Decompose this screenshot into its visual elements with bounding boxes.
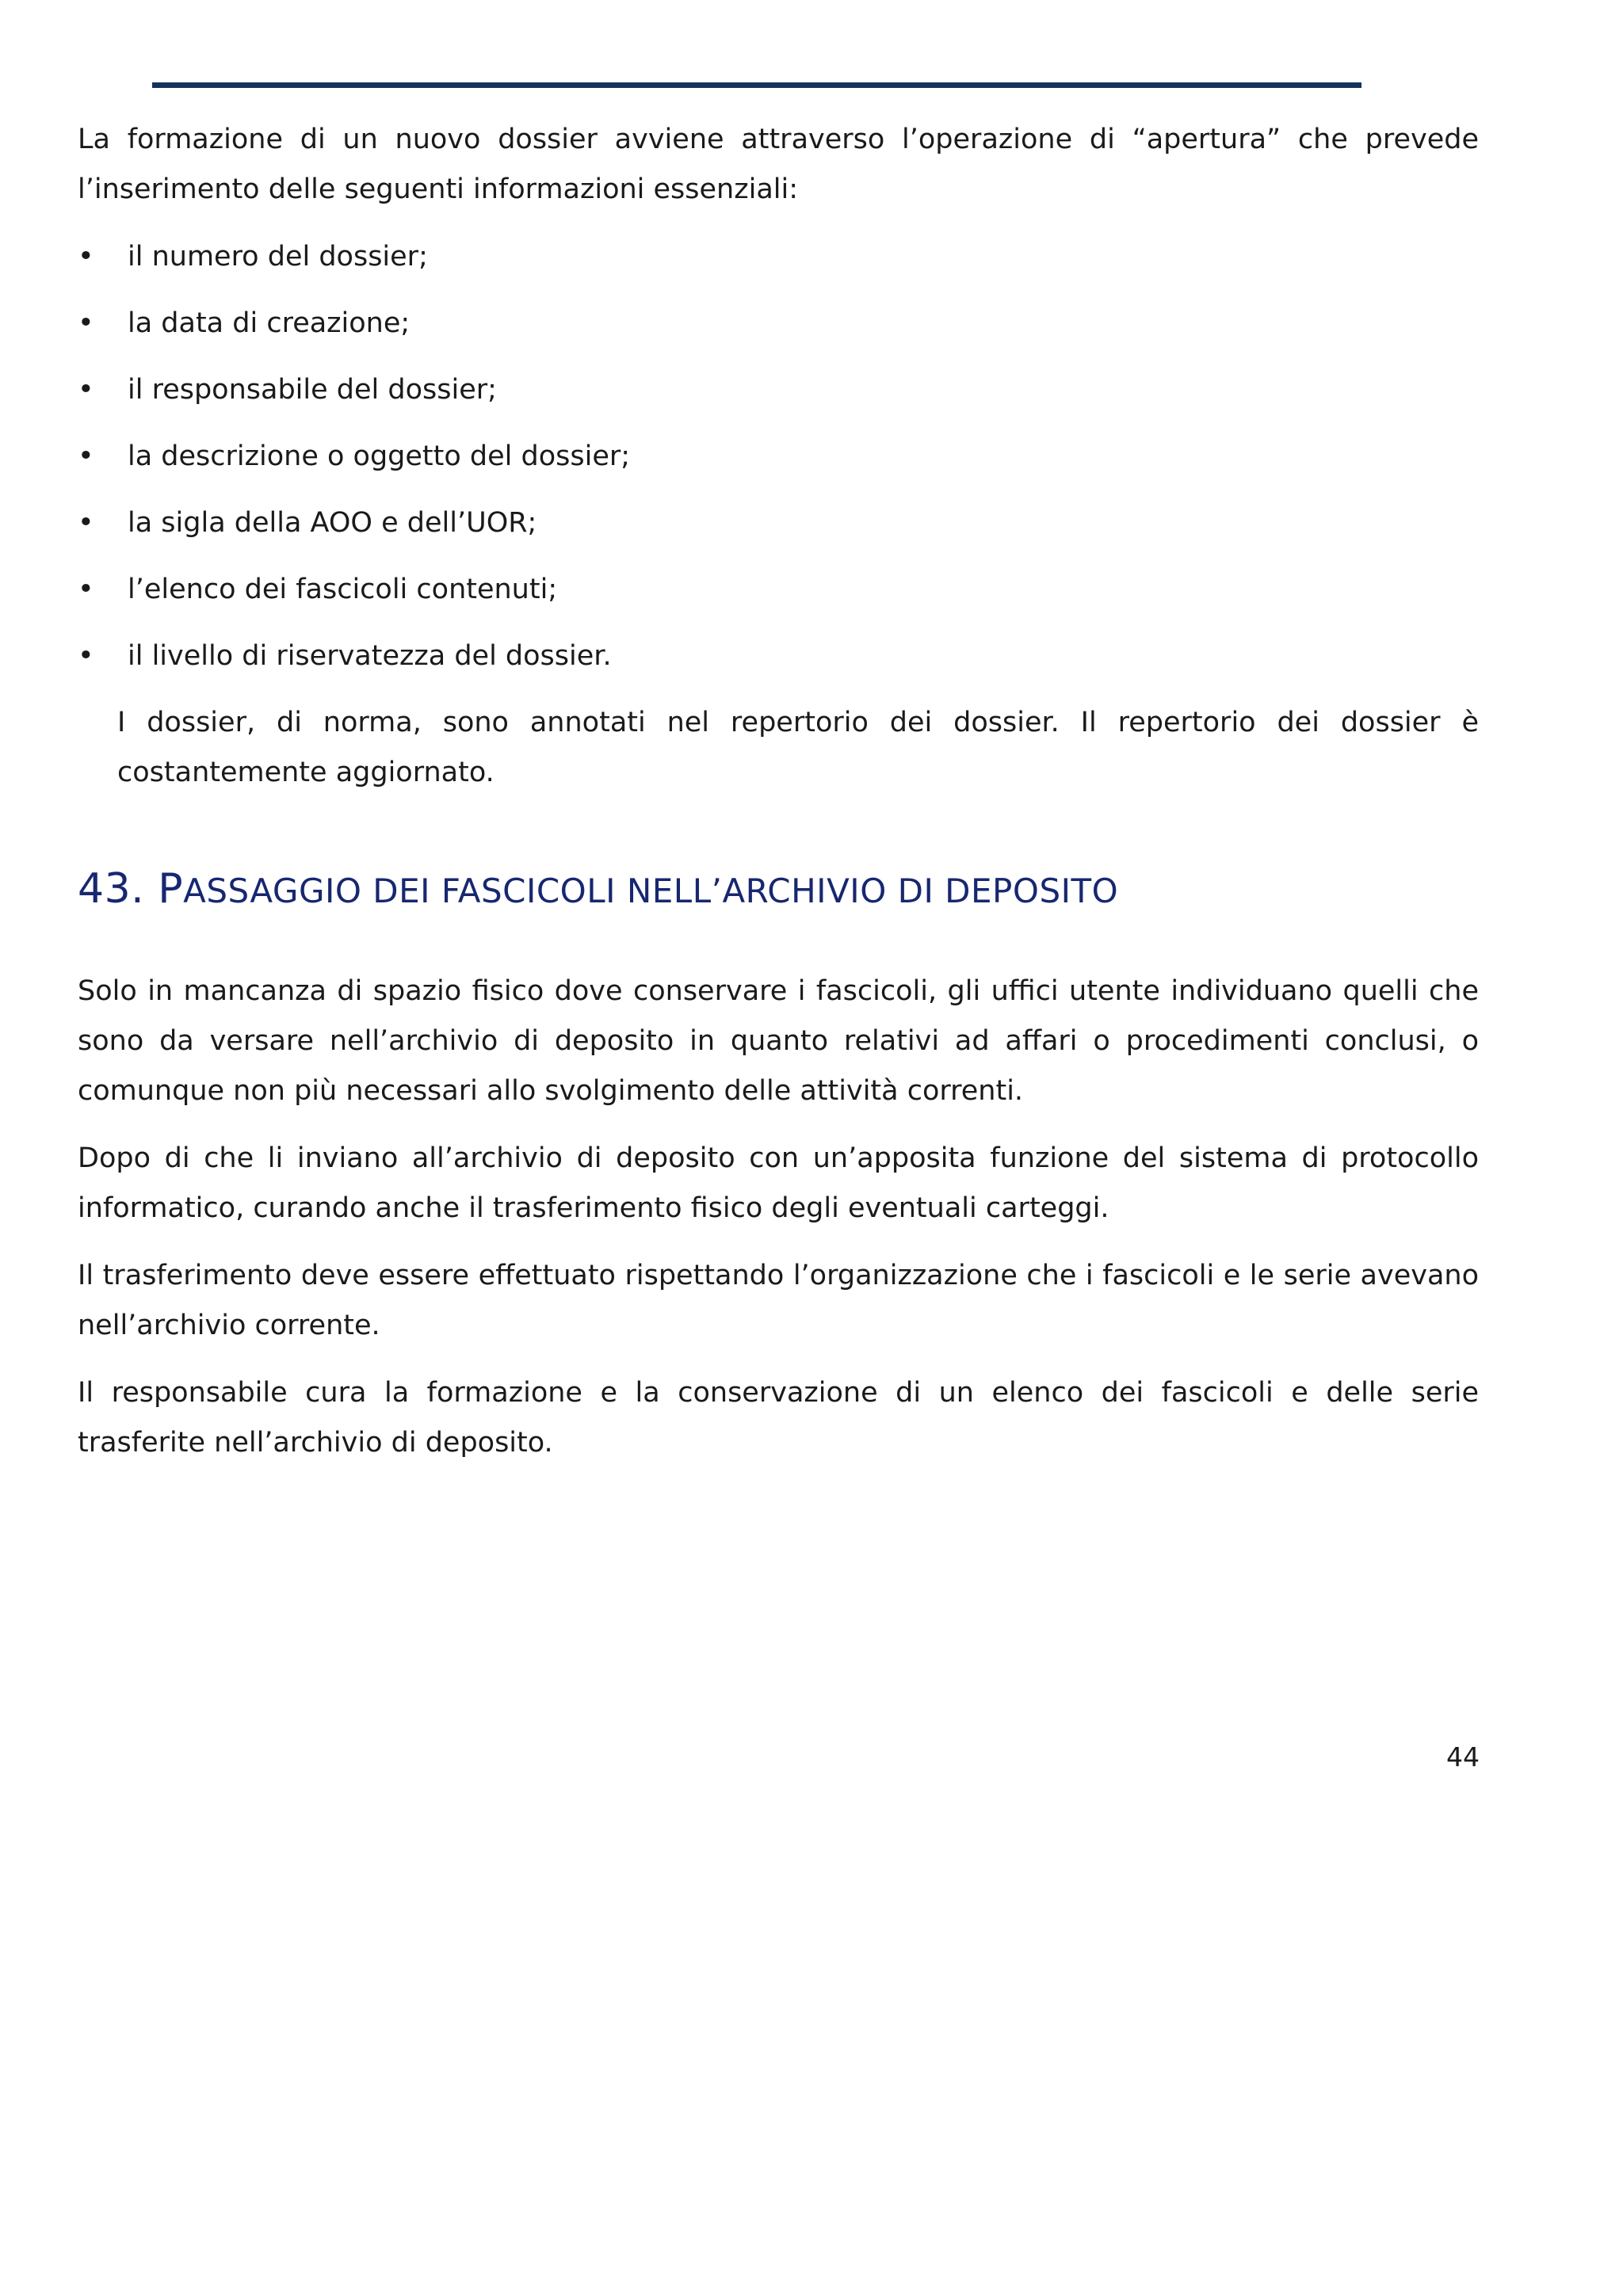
list-item-text: la descrizione o oggetto del dossier; <box>128 441 631 472</box>
bullet-icon: • <box>78 241 94 273</box>
list-item <box>78 432 1479 498</box>
list-item-text: l’elenco dei fascicoli contenuti; <box>128 574 558 605</box>
bullet-icon: • <box>78 507 94 539</box>
section-title-rest: ASSAGGIO DEI FASCICOLI NELL’ARCHIVIO DI DEPOSITO <box>183 871 1119 910</box>
section-title-initial: P <box>158 865 184 913</box>
list-item <box>78 631 1479 698</box>
bullet-icon: • <box>78 374 94 406</box>
body-paragraph: Dopo di che li inviano all’archivio di deposito con un’apposita funzione del sistema di protocollo informatico, curando anche il trasferimento fisico degli eventuali carteggi. <box>78 1142 1479 1224</box>
list-item <box>78 299 1479 365</box>
page-body <box>78 115 1479 1486</box>
header-rule <box>152 82 1361 88</box>
list-item <box>78 565 1479 631</box>
list-item-text: la data di creazione; <box>128 307 411 339</box>
body-paragraph: Solo in mancanza di spazio fisico dove conservare i fascicoli, gli uffici utente individuano quelli che sono da versare nell’archivio di deposito in quanto relativi ad affari o procedimenti conclusi, o comunque non più necessari allo svolgimento delle attività correnti. <box>78 975 1479 1107</box>
bullet-icon: • <box>78 640 94 672</box>
bullet-icon: • <box>78 574 94 605</box>
list-item-text: il numero del dossier; <box>128 241 428 273</box>
bullet-icon: • <box>78 441 94 472</box>
list-item <box>78 365 1479 432</box>
body-paragraph: Il trasferimento deve essere effettuato rispettando l’organizzazione che i fascicoli e le serie avevano nell’archivio corrente. <box>78 1260 1479 1341</box>
section-number: 43. <box>78 865 145 913</box>
bullet-icon: • <box>78 307 94 339</box>
list-item <box>78 498 1479 565</box>
list-item-text: la sigla della AOO e dell’UOR; <box>128 507 537 539</box>
body-paragraph: Il responsabile cura la formazione e la conservazione di un elenco dei fascicoli e delle serie trasferite nell’archivio di deposito. <box>78 1377 1479 1459</box>
after-list-paragraph: I dossier, di norma, sono annotati nel repertorio dei dossier. Il repertorio dei dossier è costantemente aggiornato. <box>117 707 1479 788</box>
info-list <box>78 232 1479 698</box>
list-item-text: il responsabile del dossier; <box>128 374 497 406</box>
section-heading <box>78 861 1479 919</box>
list-item <box>78 232 1479 299</box>
page-number: 44 <box>1446 1741 1480 1772</box>
intro-paragraph: La formazione di un nuovo dossier avviene attraverso l’operazione di “apertura” che prevede l’inserimento delle seguenti informazioni essenziali: <box>78 124 1479 205</box>
list-item-text: il livello di riservatezza del dossier. <box>128 640 612 672</box>
